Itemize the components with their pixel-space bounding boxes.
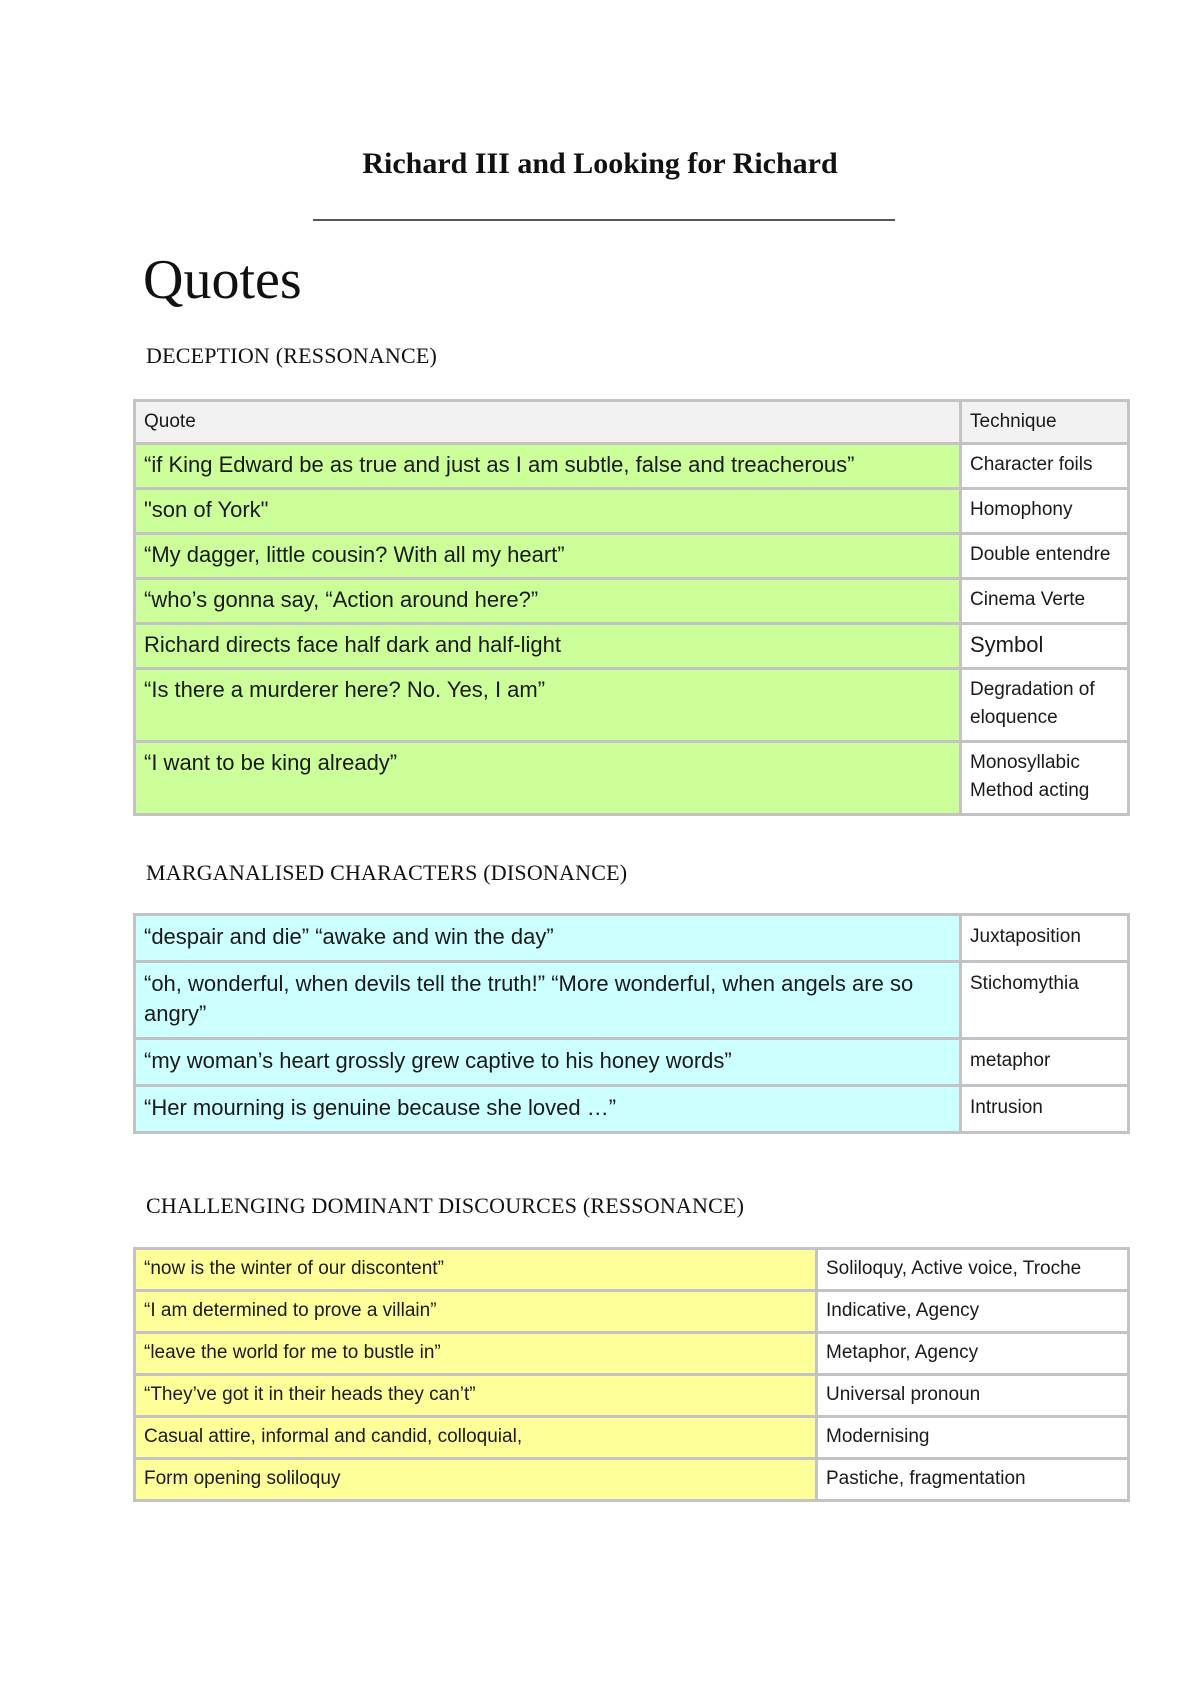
quote-cell: “if King Edward be as true and just as I am subtle, false and treacherous” [135,444,961,489]
technique-cell: Stichomythia [961,962,1129,1039]
technique-cell: Cinema Verte [961,579,1129,624]
table-row [135,1417,1129,1459]
quote-cell: “My dagger, little cousin? With all my heart” [135,534,961,579]
quote-cell: Form opening soliloquy [135,1459,817,1501]
table-row [135,915,1129,962]
quote-cell: “my woman’s heart grossly grew captive to his honey words” [135,1039,961,1086]
table-header-row [135,401,1129,444]
technique-cell: Double entendre [961,534,1129,579]
technique-cell: Degradation of eloquence [961,669,1129,742]
section-heading-marginalised: MARGANALISED CHARACTERS (DISONANCE) [146,860,628,885]
technique-cell: Character foils [961,444,1129,489]
quote-cell: “who’s gonna say, “Action around here?” [135,579,961,624]
quote-cell: “Her mourning is genuine because she loved …” [135,1086,961,1133]
technique-cell: Intrusion [961,1086,1129,1133]
quote-cell: Casual attire, informal and candid, colloquial, [135,1417,817,1459]
quotes-heading: Quotes [143,249,302,311]
quote-cell: “now is the winter of our discontent” [135,1249,817,1291]
table-row [135,1459,1129,1501]
technique-cell: Juxtaposition [961,915,1129,962]
table-row [135,1039,1129,1086]
quote-cell: “Is there a murderer here? No. Yes, I am” [135,669,961,742]
table-row [135,444,1129,489]
technique-cell: Modernising [817,1417,1129,1459]
section-heading-discourses: CHALLENGING DOMINANT DISCOURCES (RESSONANCE) [146,1193,745,1218]
title-underline [313,219,895,221]
technique-cell: metaphor [961,1039,1129,1086]
document-title: Richard III and Looking for Richard [362,147,838,180]
quote-cell: "son of York" [135,489,961,534]
table-row [135,1333,1129,1375]
table-row [135,1086,1129,1133]
quote-cell: “despair and die” “awake and win the day” [135,915,961,962]
table-row [135,742,1129,815]
technique-cell: Metaphor, Agency [817,1333,1129,1375]
table-row [135,534,1129,579]
technique-cell: Indicative, Agency [817,1291,1129,1333]
quote-cell: “I am determined to prove a villain” [135,1291,817,1333]
quote-cell: “I want to be king already” [135,742,961,815]
technique-cell: Universal pronoun [817,1375,1129,1417]
quote-cell: “oh, wonderful, when devils tell the truth!” “More wonderful, when angels are so angry” [135,962,961,1039]
discourses-table [133,1247,1130,1502]
technique-cell: Monosyllabic Method acting [961,742,1129,815]
table-row [135,1249,1129,1291]
section-heading-deception: DECEPTION (RESSONANCE) [146,343,438,368]
quote-column-header: Quote [135,401,961,444]
deception-table [133,399,1130,816]
quote-cell: “leave the world for me to bustle in” [135,1333,817,1375]
quote-cell: “They’ve got it in their heads they can’t” [135,1375,817,1417]
technique-cell: Pastiche, fragmentation [817,1459,1129,1501]
marginalised-table [133,913,1130,1134]
table-row [135,1375,1129,1417]
quote-cell: Richard directs face half dark and half-light [135,624,961,669]
table-row [135,1291,1129,1333]
technique-cell: Soliloquy, Active voice, Troche [817,1249,1129,1291]
table-row [135,624,1129,669]
technique-cell: Symbol [961,624,1129,669]
technique-column-header: Technique [961,401,1129,444]
table-row [135,489,1129,534]
technique-cell: Homophony [961,489,1129,534]
table-row [135,669,1129,742]
table-row [135,579,1129,624]
table-row [135,962,1129,1039]
